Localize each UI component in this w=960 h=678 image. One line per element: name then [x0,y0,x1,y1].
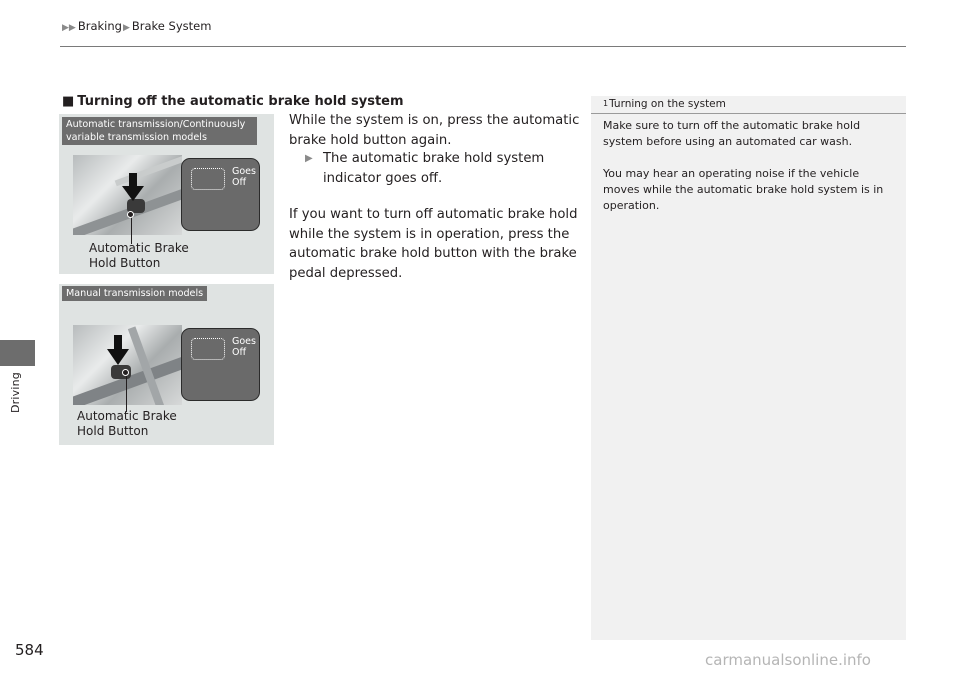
chapter-tab[interactable] [0,340,35,366]
indicator-lamp-icon [191,338,225,360]
indicator-lamp-icon [191,168,225,190]
square-bullet-icon: ■ [62,94,75,109]
side-note-column [591,96,906,640]
page-number: 584 [15,641,44,659]
section-heading [62,94,404,109]
instruction-paragraph: While the system is on, press the automatic brake hold button again. [289,113,580,148]
breadcrumb [62,19,211,33]
chapter-tab-label: Driving [9,372,22,413]
result-note [307,149,567,188]
ref-number: 1 [603,99,609,108]
result-note-text: The automatic brake hold system indicator goes off. [323,151,545,186]
figure-panel-automatic [59,114,274,274]
figure-callout: Automatic Brake Hold Button [77,409,177,438]
figure-tag: Automatic transmission/Continuously variable transmission models [62,117,257,145]
breadcrumb-arrow-icon: ▶▶ [62,23,76,33]
figure-panel-manual [59,284,274,445]
console-photo [73,325,182,405]
brake-hold-indicator [181,158,260,231]
brake-hold-indicator [181,328,260,401]
indicator-status-text: Goes Off [232,166,256,188]
press-arrow-icon [107,335,129,365]
result-arrow-icon: ▶ [305,153,313,164]
breadcrumb-item-braking[interactable]: Braking [77,19,122,33]
instruction-paragraph-2: If you want to turn off automatic brake hold while the system is in operation, press the automatic brake hold button with the brake pedal depressed. [289,207,578,281]
figure-tag: Manual transmission models [62,286,207,301]
section-heading-text: Turning off the automatic brake hold system [77,94,404,109]
console-photo [73,155,182,235]
watermark: carmanualsonline.info [705,651,871,669]
header-divider [60,46,906,47]
side-note-divider [591,113,906,114]
press-arrow-icon [122,173,144,201]
side-note-paragraph: Make sure to turn off the automatic brake hold system before using an automated car wash. [603,119,861,148]
breadcrumb-arrow-icon: ▶ [122,23,130,33]
breadcrumb-item-brake-system[interactable]: Brake System [131,19,212,33]
side-note-paragraph-2: You may hear an operating noise if the vehicle moves while the automatic brake hold system is in operation. [603,167,884,212]
indicator-status-text: Goes Off [232,336,256,358]
figure-callout: Automatic Brake Hold Button [89,241,189,270]
side-note-title: 1Turning on the system [603,98,726,110]
